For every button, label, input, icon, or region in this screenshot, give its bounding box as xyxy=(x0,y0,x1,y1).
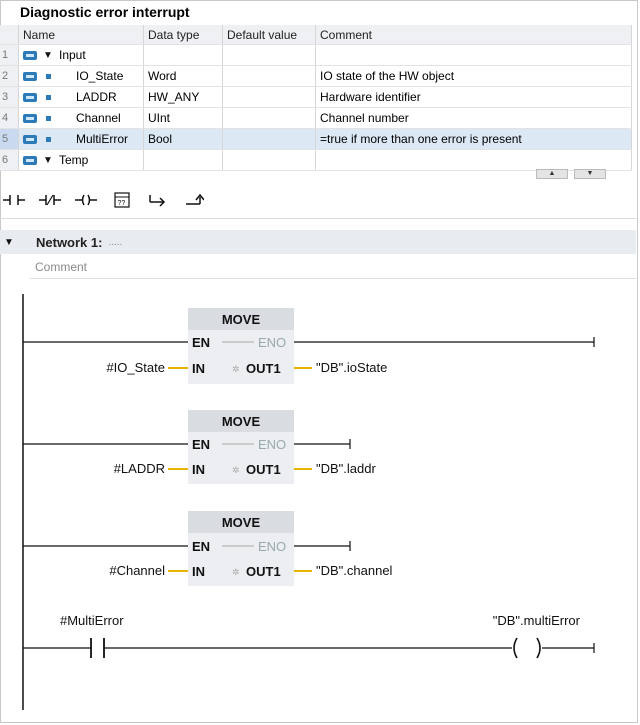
input-param-icon xyxy=(23,135,37,144)
row-number: 2 xyxy=(0,66,19,87)
network-title-extra: ..... xyxy=(108,236,123,248)
copy-star-icon: ✲ xyxy=(232,364,240,374)
in-variable[interactable]: #LADDR xyxy=(113,461,165,476)
ladder-diagram xyxy=(0,280,636,720)
row-type[interactable] xyxy=(144,150,223,171)
row-comment[interactable]: =true if more than one error is present xyxy=(316,129,632,150)
row-name[interactable]: Channel xyxy=(76,111,121,125)
row-default[interactable] xyxy=(223,150,316,171)
expand-triangle-icon[interactable]: ▼ xyxy=(43,154,53,166)
table-row-selected[interactable] xyxy=(0,129,632,150)
en-pin[interactable]: EN xyxy=(192,539,211,554)
row-number: 5 xyxy=(0,129,19,150)
row-default[interactable] xyxy=(223,129,316,150)
nc-contact-icon[interactable] xyxy=(38,188,62,212)
table-row[interactable] xyxy=(0,45,632,66)
empty-box-icon[interactable] xyxy=(110,188,134,212)
no-contact-icon[interactable] xyxy=(2,188,26,212)
in-pin[interactable]: IN xyxy=(192,564,205,579)
col-comment-header[interactable]: Comment xyxy=(316,25,632,45)
input-param-icon xyxy=(23,93,37,102)
input-param-icon xyxy=(23,72,37,81)
en-pin[interactable]: EN xyxy=(192,437,211,452)
out-pin[interactable]: OUT1 xyxy=(246,564,281,579)
move-block-2[interactable] xyxy=(23,410,376,484)
eno-pin[interactable]: ENO xyxy=(258,335,287,350)
row-comment[interactable]: Hardware identifier xyxy=(316,87,632,108)
bullet-icon xyxy=(46,74,51,79)
network-header[interactable] xyxy=(0,230,636,254)
col-default-header[interactable]: Default value xyxy=(223,25,316,45)
row-number: 3 xyxy=(0,87,19,108)
col-type-header[interactable]: Data type xyxy=(144,25,223,45)
temp-section-icon xyxy=(23,156,37,165)
eno-pin[interactable]: ENO xyxy=(258,539,287,554)
input-param-icon xyxy=(23,114,37,123)
row-number: 1 xyxy=(0,45,19,66)
network-title[interactable]: Network 1: xyxy=(36,234,103,250)
bullet-icon xyxy=(46,116,51,121)
row-name[interactable]: Input xyxy=(59,48,86,62)
row-type[interactable]: Bool xyxy=(144,129,223,150)
row-type[interactable]: UInt xyxy=(144,108,223,129)
in-variable[interactable]: #Channel xyxy=(109,563,165,578)
contact-coil-rung[interactable] xyxy=(23,613,594,658)
in-pin[interactable]: IN xyxy=(192,462,205,477)
en-pin[interactable]: EN xyxy=(192,335,211,350)
row-name[interactable]: MultiError xyxy=(76,132,129,146)
coil-left-icon[interactable] xyxy=(514,638,517,658)
out-variable[interactable]: "DB".ioState xyxy=(316,360,388,375)
row-name[interactable]: LADDR xyxy=(76,90,117,104)
out-variable[interactable]: "DB".channel xyxy=(316,563,393,578)
network-comment[interactable]: Comment xyxy=(35,260,88,274)
table-header-row xyxy=(0,25,632,45)
eno-pin[interactable]: ENO xyxy=(258,437,287,452)
table-row[interactable] xyxy=(0,87,632,108)
input-section-icon xyxy=(23,51,37,60)
expand-triangle-icon[interactable]: ▼ xyxy=(43,49,53,61)
row-name[interactable]: Temp xyxy=(59,153,89,167)
copy-star-icon: ✲ xyxy=(232,567,240,577)
lad-toolbar xyxy=(0,181,636,219)
close-branch-icon[interactable] xyxy=(182,188,206,212)
collapse-triangle-icon[interactable]: ▼ xyxy=(4,236,14,248)
coil-variable[interactable]: "DB".multiError xyxy=(492,613,580,628)
contact-variable[interactable]: #MultiError xyxy=(60,613,124,628)
coil-right-icon[interactable] xyxy=(537,638,540,658)
in-pin[interactable]: IN xyxy=(192,361,205,376)
interface-table xyxy=(0,25,632,171)
open-branch-icon[interactable] xyxy=(146,188,170,212)
row-comment[interactable] xyxy=(316,45,632,66)
rownum-header xyxy=(0,25,19,45)
row-comment[interactable]: IO state of the HW object xyxy=(316,66,632,87)
in-variable[interactable]: #IO_State xyxy=(106,360,165,375)
scroll-up-icon[interactable]: ▲ xyxy=(536,169,568,179)
scroll-down-icon[interactable]: ▼ xyxy=(574,169,606,179)
coil-icon[interactable] xyxy=(74,188,98,212)
block-title: MOVE xyxy=(221,515,261,530)
block-title: MOVE xyxy=(221,312,261,327)
row-default[interactable] xyxy=(223,87,316,108)
row-comment[interactable] xyxy=(316,150,632,171)
out-pin[interactable]: OUT1 xyxy=(246,462,281,477)
row-type[interactable]: HW_ANY xyxy=(144,87,223,108)
row-type[interactable] xyxy=(144,45,223,66)
row-default[interactable] xyxy=(223,66,316,87)
row-number: 6 xyxy=(0,150,19,171)
col-name-header[interactable]: Name xyxy=(19,25,144,45)
out-variable[interactable]: "DB".laddr xyxy=(316,461,376,476)
row-type[interactable]: Word xyxy=(144,66,223,87)
divider xyxy=(30,278,636,279)
out-pin[interactable]: OUT1 xyxy=(246,361,281,376)
row-default[interactable] xyxy=(223,108,316,129)
copy-star-icon: ✲ xyxy=(232,465,240,475)
move-block-1[interactable] xyxy=(23,308,594,384)
table-row[interactable] xyxy=(0,150,632,171)
bullet-icon xyxy=(46,95,51,100)
row-name[interactable]: IO_State xyxy=(76,69,124,83)
row-default[interactable] xyxy=(223,45,316,66)
block-title: MOVE xyxy=(221,414,261,429)
table-row[interactable] xyxy=(0,66,632,87)
svg-text:??: ?? xyxy=(117,199,126,207)
move-block-3[interactable] xyxy=(23,511,393,586)
block-interface-title: Diagnostic error interrupt xyxy=(20,4,190,20)
table-scroll-arrows xyxy=(536,169,606,179)
row-number: 4 xyxy=(0,108,19,129)
table-row[interactable] xyxy=(0,108,632,129)
row-comment[interactable]: Channel number xyxy=(316,108,632,129)
bullet-icon xyxy=(46,137,51,142)
